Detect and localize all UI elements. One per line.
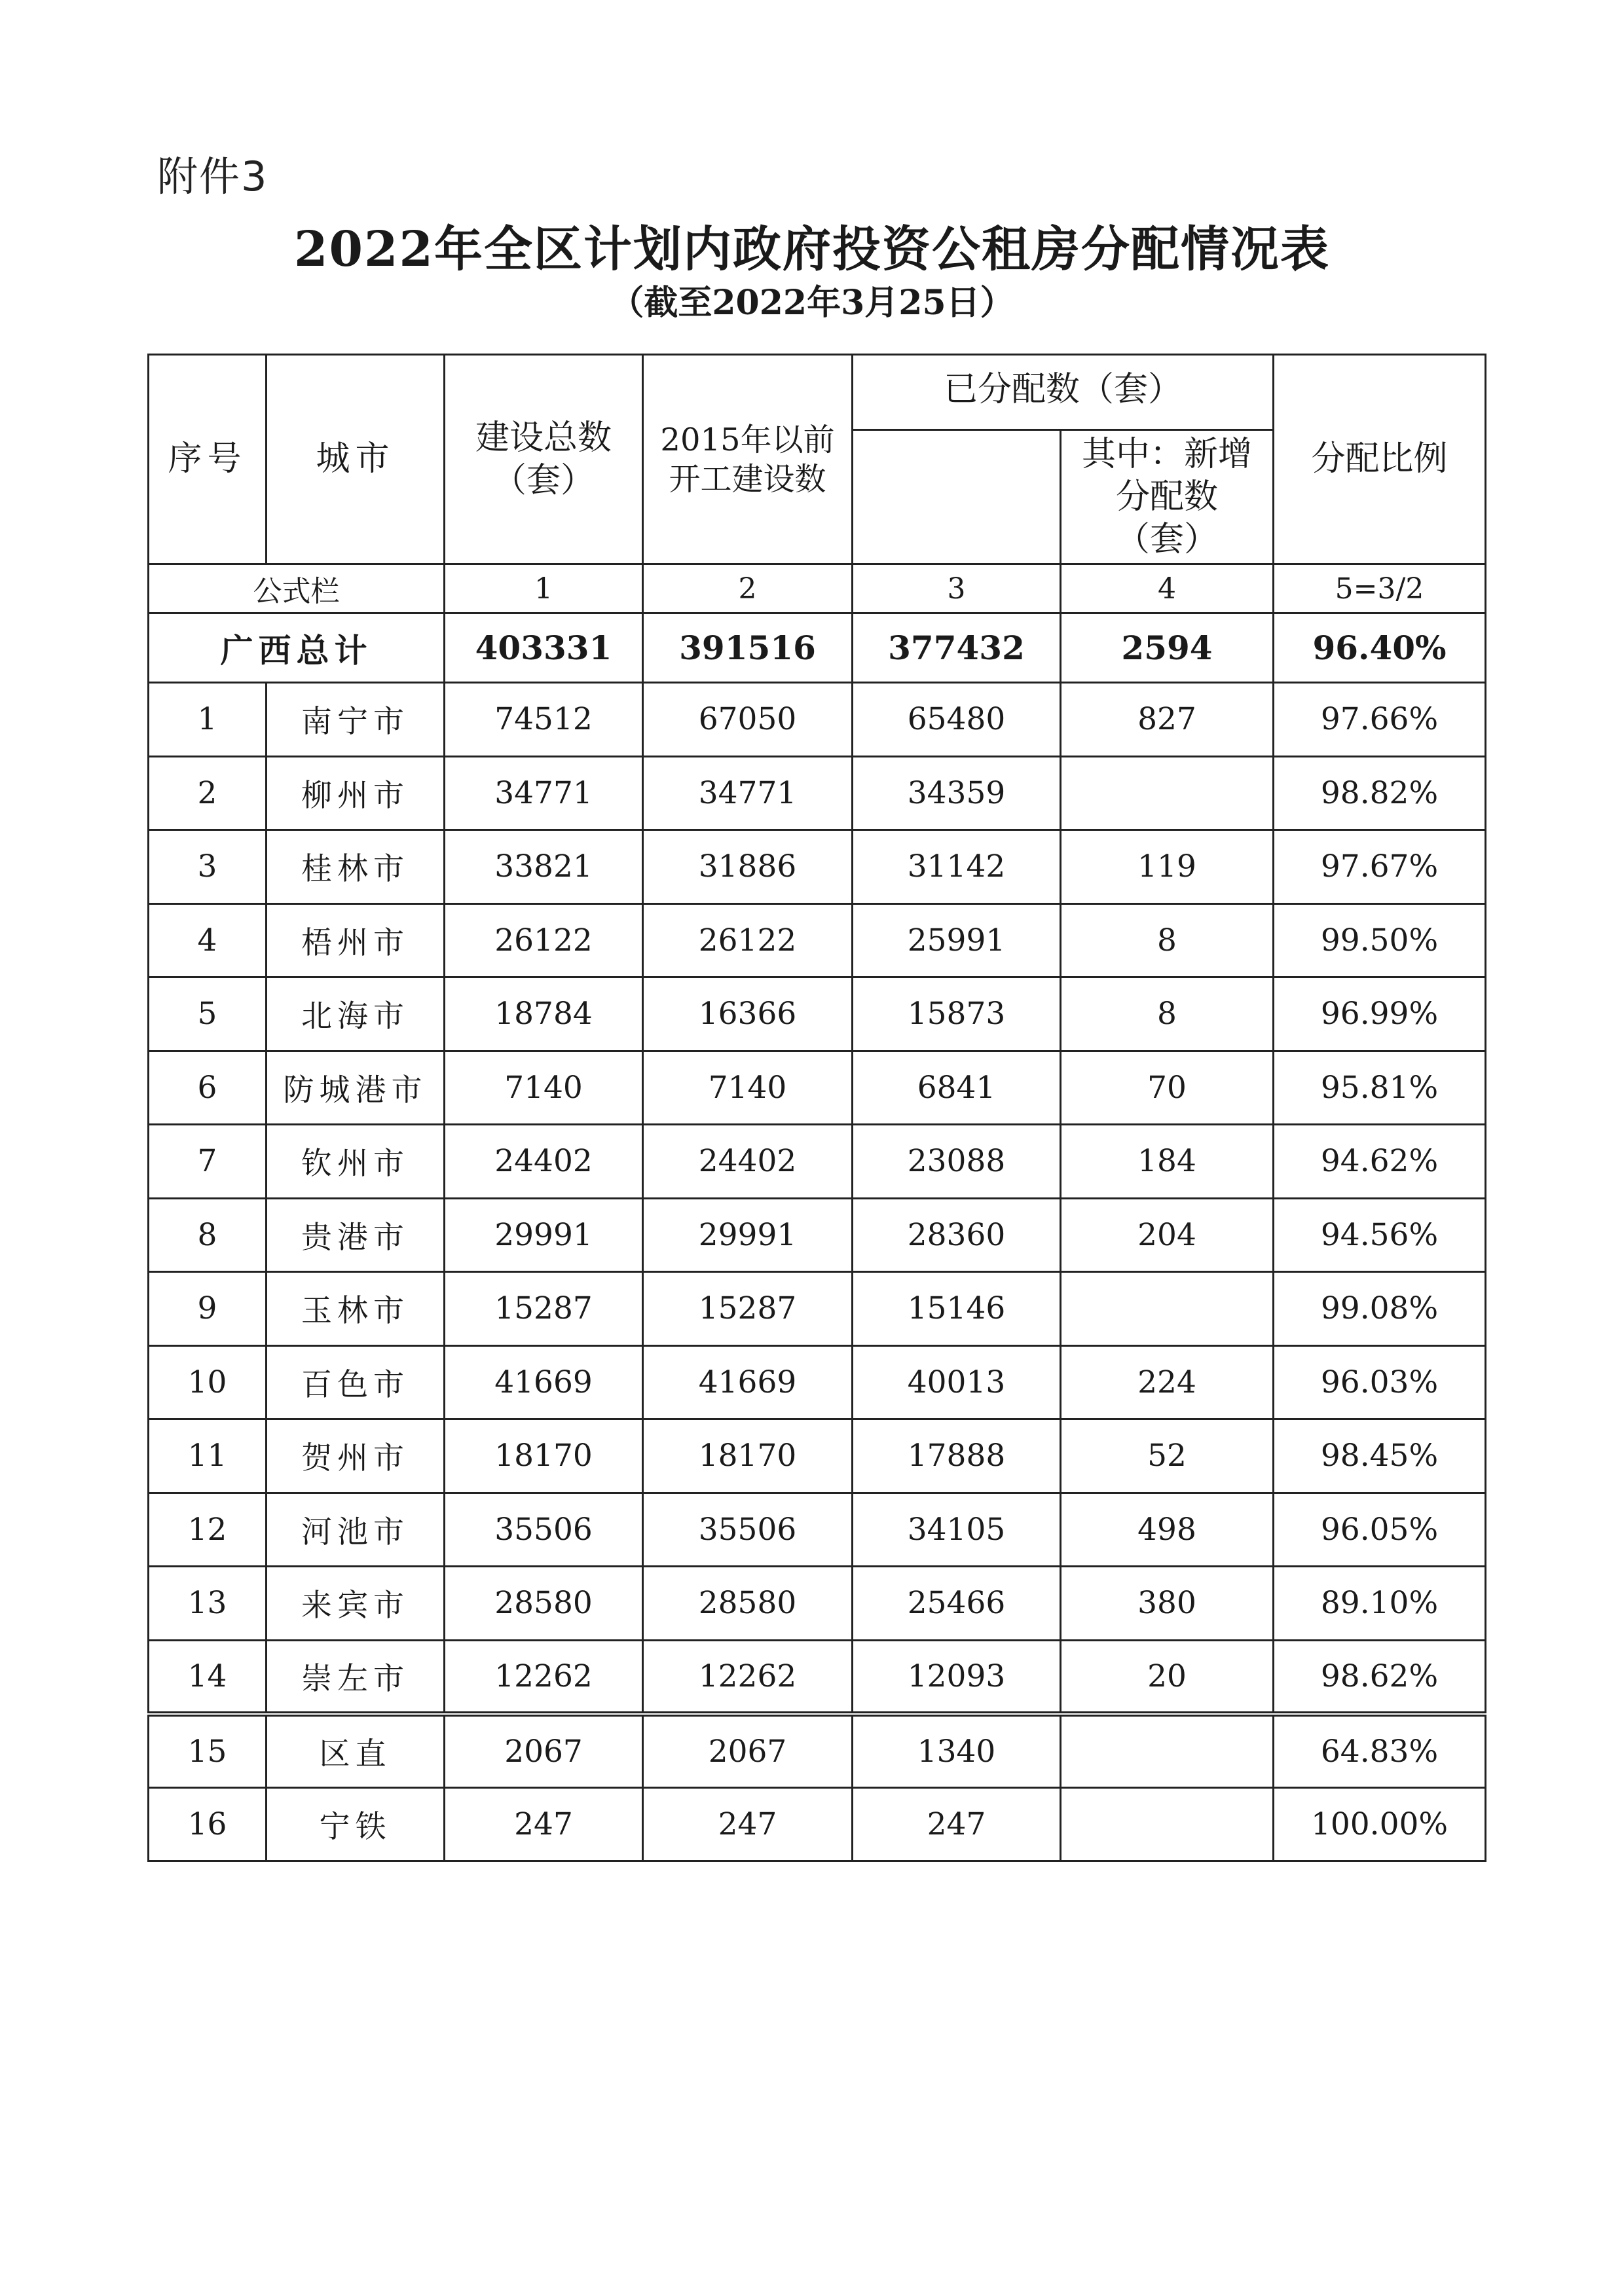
total-ratio: 96.40%	[1274, 613, 1486, 683]
cell-seq: 7	[149, 1125, 267, 1199]
cell-allocated: 25991	[853, 903, 1061, 977]
cell-city: 贵港市	[267, 1198, 445, 1272]
table-row	[149, 1493, 1486, 1567]
header-before-2015: 2015年以前开工建设数	[643, 355, 853, 564]
cell-seq: 5	[149, 977, 267, 1051]
header-city: 城市	[267, 355, 445, 564]
cell-new-allocated: 70	[1061, 1051, 1274, 1125]
formula-col-2: 2	[643, 564, 853, 613]
table-row	[149, 1640, 1486, 1714]
cell-allocated: 65480	[853, 683, 1061, 757]
cell-new-allocated: 498	[1061, 1493, 1274, 1567]
cell-total-built: 2067	[445, 1714, 643, 1788]
cell-before-2015: 35506	[643, 1493, 853, 1567]
page-title: 2022年全区计划内政府投资公租房分配情况表	[294, 221, 1330, 278]
cell-city: 河池市	[267, 1493, 445, 1567]
formula-col-3: 3	[853, 564, 1061, 613]
cell-new-allocated: 184	[1061, 1125, 1274, 1199]
cell-city: 崇左市	[267, 1640, 445, 1714]
cell-allocated: 6841	[853, 1051, 1061, 1125]
table-row	[149, 1714, 1486, 1788]
cell-total-built: 18784	[445, 977, 643, 1051]
cell-total-built: 28580	[445, 1567, 643, 1641]
cell-seq: 13	[149, 1567, 267, 1641]
header-new-allocated: 其中：新增分配数（套）	[1061, 430, 1274, 564]
cell-total-built: 24402	[445, 1125, 643, 1199]
cell-allocated: 15873	[853, 977, 1061, 1051]
cell-before-2015: 2067	[643, 1714, 853, 1788]
cell-ratio: 96.99%	[1274, 977, 1486, 1051]
cell-total-built: 34771	[445, 756, 643, 830]
cell-city: 南宁市	[267, 683, 445, 757]
table-row	[149, 1419, 1486, 1493]
table-row	[149, 977, 1486, 1051]
cell-before-2015: 16366	[643, 977, 853, 1051]
cell-before-2015: 41669	[643, 1345, 853, 1419]
cell-seq: 15	[149, 1714, 267, 1788]
cell-new-allocated: 827	[1061, 683, 1274, 757]
cell-new-allocated: 8	[1061, 977, 1274, 1051]
table-row	[149, 1051, 1486, 1125]
cell-before-2015: 18170	[643, 1419, 853, 1493]
cell-allocated: 31142	[853, 830, 1061, 904]
cell-allocated: 23088	[853, 1125, 1061, 1199]
cell-seq: 12	[149, 1493, 267, 1567]
cell-total-built: 247	[445, 1787, 643, 1861]
cell-seq: 3	[149, 830, 267, 904]
header-ratio: 分配比例	[1274, 355, 1486, 564]
table-row	[149, 1125, 1486, 1199]
cell-before-2015: 28580	[643, 1567, 853, 1641]
table-row	[149, 756, 1486, 830]
cell-total-built: 33821	[445, 830, 643, 904]
cell-ratio: 98.62%	[1274, 1640, 1486, 1714]
cell-city: 梧州市	[267, 903, 445, 977]
cell-seq: 2	[149, 756, 267, 830]
cell-total-built: 26122	[445, 903, 643, 977]
table-row	[149, 1198, 1486, 1272]
page-subtitle: （截至2022年3月25日）	[610, 283, 1014, 323]
cell-seq: 11	[149, 1419, 267, 1493]
cell-ratio: 64.83%	[1274, 1714, 1486, 1788]
cell-allocated: 15146	[853, 1272, 1061, 1346]
cell-city: 贺州市	[267, 1419, 445, 1493]
cell-total-built: 35506	[445, 1493, 643, 1567]
cell-seq: 10	[149, 1345, 267, 1419]
cell-new-allocated: 380	[1061, 1567, 1274, 1641]
cell-new-allocated	[1061, 1272, 1274, 1346]
cell-city: 区直	[267, 1714, 445, 1788]
cell-before-2015: 12262	[643, 1640, 853, 1714]
cell-before-2015: 24402	[643, 1125, 853, 1199]
table-row	[149, 830, 1486, 904]
cell-allocated: 12093	[853, 1640, 1061, 1714]
cell-city: 百色市	[267, 1345, 445, 1419]
cell-allocated: 28360	[853, 1198, 1061, 1272]
cell-new-allocated: 204	[1061, 1198, 1274, 1272]
total-label: 广西总计	[149, 613, 445, 683]
cell-before-2015: 26122	[643, 903, 853, 977]
table-row	[149, 1272, 1486, 1346]
cell-ratio: 99.08%	[1274, 1272, 1486, 1346]
total-allocated: 377432	[853, 613, 1061, 683]
formula-col-4: 4	[1061, 564, 1274, 613]
cell-seq: 4	[149, 903, 267, 977]
cell-ratio: 97.67%	[1274, 830, 1486, 904]
cell-seq: 1	[149, 683, 267, 757]
cell-before-2015: 15287	[643, 1272, 853, 1346]
cell-new-allocated	[1061, 1787, 1274, 1861]
cell-total-built: 15287	[445, 1272, 643, 1346]
cell-seq: 14	[149, 1640, 267, 1714]
cell-ratio: 94.62%	[1274, 1125, 1486, 1199]
cell-total-built: 74512	[445, 683, 643, 757]
cell-before-2015: 31886	[643, 830, 853, 904]
cell-city: 玉林市	[267, 1272, 445, 1346]
cell-city: 桂林市	[267, 830, 445, 904]
cell-seq: 6	[149, 1051, 267, 1125]
header-allocated-spacer	[853, 430, 1061, 564]
cell-allocated: 17888	[853, 1419, 1061, 1493]
header-total-built: 建设总数（套）	[445, 355, 643, 564]
table-row	[149, 683, 1486, 757]
table-row	[149, 1345, 1486, 1419]
cell-total-built: 12262	[445, 1640, 643, 1714]
cell-allocated: 247	[853, 1787, 1061, 1861]
header-seq: 序号	[149, 355, 267, 564]
cell-new-allocated: 52	[1061, 1419, 1274, 1493]
formula-col-5: 5=3/2	[1274, 564, 1486, 613]
cell-before-2015: 29991	[643, 1198, 853, 1272]
cell-allocated: 1340	[853, 1714, 1061, 1788]
formula-label: 公式栏	[149, 564, 445, 613]
cell-city: 柳州市	[267, 756, 445, 830]
cell-seq: 16	[149, 1787, 267, 1861]
cell-city: 来宾市	[267, 1567, 445, 1641]
cell-new-allocated	[1061, 1714, 1274, 1788]
cell-total-built: 18170	[445, 1419, 643, 1493]
cell-new-allocated: 8	[1061, 903, 1274, 977]
cell-total-built: 41669	[445, 1345, 643, 1419]
cell-city: 钦州市	[267, 1125, 445, 1199]
cell-new-allocated	[1061, 756, 1274, 830]
cell-allocated: 25466	[853, 1567, 1061, 1641]
cell-total-built: 7140	[445, 1051, 643, 1125]
cell-before-2015: 247	[643, 1787, 853, 1861]
cell-city: 北海市	[267, 977, 445, 1051]
table-row	[149, 1787, 1486, 1861]
cell-ratio: 97.66%	[1274, 683, 1486, 757]
cell-new-allocated: 224	[1061, 1345, 1274, 1419]
cell-ratio: 98.45%	[1274, 1419, 1486, 1493]
header-allocated: 已分配数（套）	[853, 355, 1274, 430]
cell-total-built: 29991	[445, 1198, 643, 1272]
cell-ratio: 98.82%	[1274, 756, 1486, 830]
cell-city: 防城港市	[267, 1051, 445, 1125]
cell-ratio: 100.00%	[1274, 1787, 1486, 1861]
total-built: 403331	[445, 613, 643, 683]
cell-ratio: 95.81%	[1274, 1051, 1486, 1125]
allocation-table	[147, 354, 1486, 1862]
cell-allocated: 40013	[853, 1345, 1061, 1419]
table-row	[149, 903, 1486, 977]
cell-new-allocated: 119	[1061, 830, 1274, 904]
cell-before-2015: 34771	[643, 756, 853, 830]
total-new-allocated: 2594	[1061, 613, 1274, 683]
formula-col-1: 1	[445, 564, 643, 613]
cell-city: 宁铁	[267, 1787, 445, 1861]
cell-allocated: 34105	[853, 1493, 1061, 1567]
cell-seq: 9	[149, 1272, 267, 1346]
cell-ratio: 94.56%	[1274, 1198, 1486, 1272]
cell-new-allocated: 20	[1061, 1640, 1274, 1714]
cell-seq: 8	[149, 1198, 267, 1272]
cell-before-2015: 7140	[643, 1051, 853, 1125]
cell-ratio: 89.10%	[1274, 1567, 1486, 1641]
total-before-2015: 391516	[643, 613, 853, 683]
cell-ratio: 99.50%	[1274, 903, 1486, 977]
cell-ratio: 96.03%	[1274, 1345, 1486, 1419]
cell-before-2015: 67050	[643, 683, 853, 757]
table-row	[149, 1567, 1486, 1641]
attachment-label: 附件3	[157, 153, 268, 200]
cell-ratio: 96.05%	[1274, 1493, 1486, 1567]
cell-allocated: 34359	[853, 756, 1061, 830]
